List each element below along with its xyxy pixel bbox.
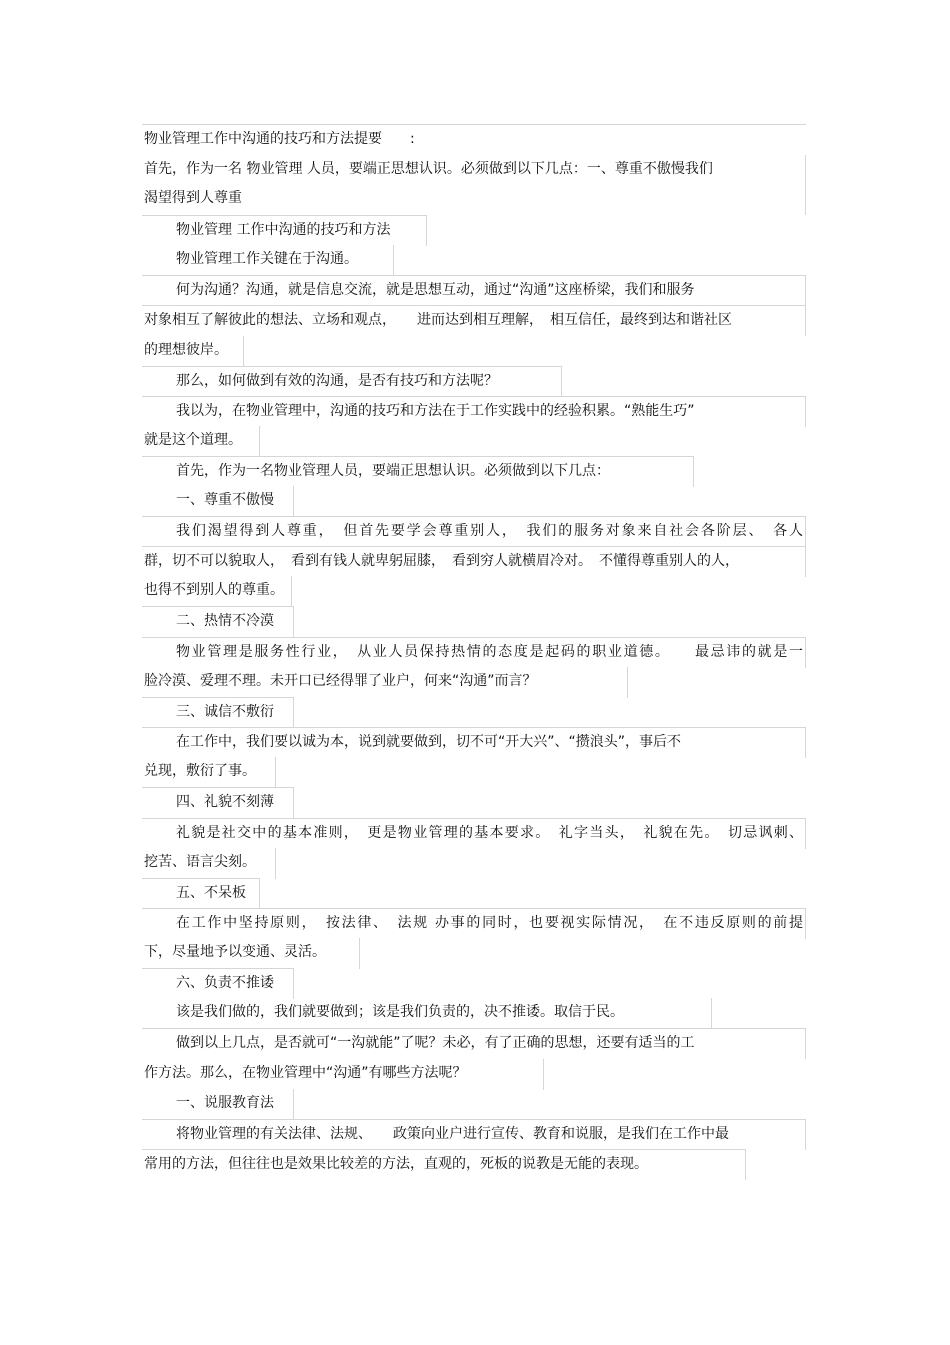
doc-title-line: 物业管理工作中沟通的技巧和方法提要 : [142,124,806,155]
paragraph-line: 脸冷漠、爱理不理。未开口已经得罪了业户，何来“沟通”而言？ [142,667,628,698]
paragraph-line: 该是我们做的，我们就要做到；该是我们负责的，决不推诿。取信于民。 [142,998,712,1029]
paragraph-line: 就是这个道理。 [142,426,260,457]
section-heading: 五、不呆板 [142,878,260,909]
paragraph-line: 下，尽量地予以变通、灵活。 [142,938,360,969]
paragraph-line: 挖苦、语言尖刻。 [142,848,276,879]
section-heading: 三、诚信不敷衍 [142,697,294,728]
paragraph-line: 也得不到别人的尊重。 [142,576,292,607]
section-heading: 二、热情不冷漠 [142,606,294,637]
paragraph-line: 群，切不可以貌取人， 看到有钱人就卑躬屈膝， 看到穷人就横眉冷对。 不懂得尊重别人的人， [142,546,806,577]
paragraph-line: 将物业管理的有关法律、法规、 政策向业户进行宣传、教育和说服，是我们在工作中最 [142,1119,806,1150]
paragraph-line: 对象相互了解彼此的想法、立场和观点， 进而达到相互理解， 相互信任，最终到达和谐社区 [142,305,806,336]
paragraph-line: 常用的方法，但往往也是效果比较差的方法，直观的，死板的说教是无能的表现。 [142,1149,746,1180]
paragraph-line: 在工作中坚持原则， 按法律、 法规 办事的同时，也要视实际情况， 在不违反原则的前提 [142,908,806,939]
text-line: 渴望得到人尊重 [142,184,806,215]
paragraph-line: 作方法。那么，在物业管理中“沟通”有哪些方法呢？ [142,1059,544,1090]
paragraph-line: 那么，如何做到有效的沟通，是否有技巧和方法呢？ [142,366,562,397]
paragraph-line: 做到以上几点，是否就可“一沟就能”了呢？未必，有了正确的思想，还要有适当的工 [142,1028,806,1059]
text-line: 首先，作为一名 物业管理 人员，要端正思想认识。必须做到以下几点：一、尊重不傲慢我们 [142,155,806,186]
section-heading: 一、说服教育法 [142,1089,294,1120]
paragraph-line: 首先，作为一名物业管理人员，要端正思想认识。必须做到以下几点： [142,456,694,487]
section-heading: 四、礼貌不刻薄 [142,787,294,818]
paragraph-line: 物业管理是服务性行业， 从业人员保持热情的态度是起码的职业道德。 最忌讳的就是一 [142,637,806,668]
paragraph-line: 我们渴望得到人尊重， 但首先要学会尊重别人， 我们的服务对象来自社会各阶层、 各人 [142,516,806,547]
section-heading: 六、负责不推诿 [142,968,294,999]
paragraph-line: 兑现，敷衍了事。 [142,757,276,788]
paragraph-line: 的理想彼岸。 [142,336,244,367]
section-heading: 物业管理 工作中沟通的技巧和方法 [142,215,427,246]
paragraph-line: 我以为，在物业管理中，沟通的技巧和方法在于工作实践中的经验积累。“熟能生巧” [142,396,806,427]
text-line: 物业管理工作关键在于沟通。 [142,245,394,276]
paragraph-line: 何为沟通？沟通，就是信息交流，就是思想互动，通过“沟通”这座桥梁，我们和服务 [142,275,806,306]
paragraph-line: 礼貌是社交中的基本准则， 更是物业管理的基本要求。 礼字当头， 礼貌在先。 切忌讽刺、 [142,818,806,849]
section-heading: 一、尊重不傲慢 [142,486,294,517]
paragraph-line: 在工作中，我们要以诚为本，说到就要做到，切不可“开大兴”、“攒浪头”，事后不 [142,727,806,758]
